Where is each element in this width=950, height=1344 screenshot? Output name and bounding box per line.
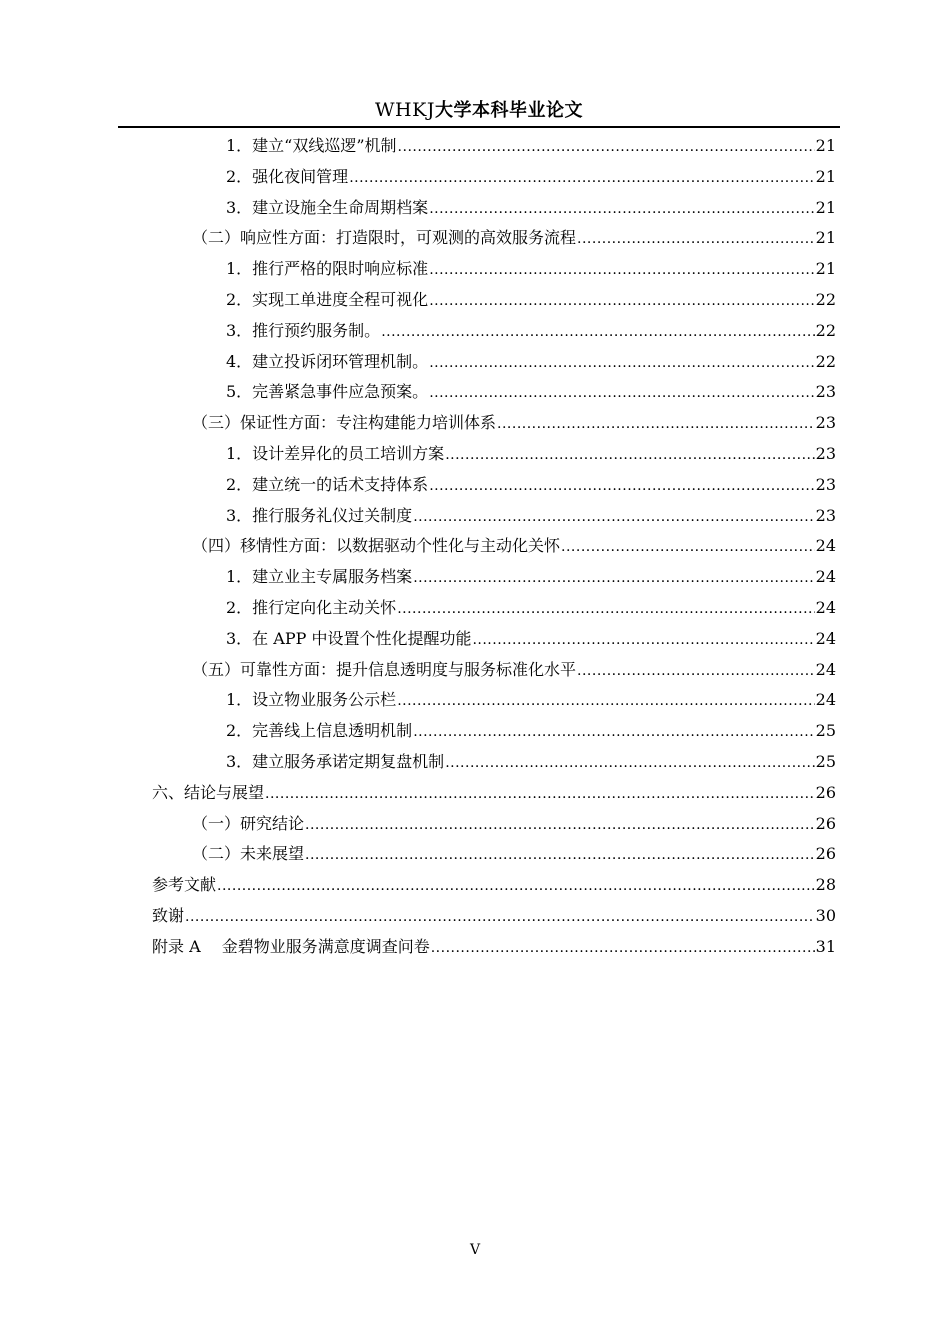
toc-entry-title: 3．在 APP 中设置个性化提醒功能: [226, 628, 472, 648]
toc-entry[interactable]: [152, 593, 836, 624]
toc-entry-page: 21: [815, 259, 836, 279]
toc-dot-leader: [349, 163, 814, 194]
toc-entry-page: 22: [815, 351, 836, 371]
toc-entry[interactable]: [152, 193, 836, 224]
toc-entry[interactable]: [152, 162, 836, 193]
toc-dot-leader: [217, 871, 815, 902]
toc-entry-title: 1．设立物业服务公示栏: [226, 690, 397, 710]
toc-entry[interactable]: [152, 778, 836, 809]
toc-entry[interactable]: [152, 870, 836, 901]
toc-dot-leader: [429, 471, 814, 502]
toc-entry[interactable]: [152, 347, 836, 378]
toc-entry-title: 2．强化夜间管理: [226, 166, 349, 186]
toc-entry[interactable]: [152, 285, 836, 316]
toc-entry-page: 21: [815, 166, 836, 186]
toc-entry-title: 附录 A 金碧物业服务满意度调查问卷: [152, 936, 430, 956]
toc-entry-page: 24: [815, 628, 836, 648]
toc-entry-title: 致谢: [152, 905, 185, 925]
toc-entry-page: 25: [815, 721, 836, 741]
toc-entry[interactable]: [152, 254, 836, 285]
toc-entry-page: 24: [815, 536, 836, 556]
toc-dot-leader: [445, 748, 814, 779]
toc-entry-title: 3．推行预约服务制。: [226, 320, 381, 340]
header-rule: [118, 126, 840, 128]
toc-dot-leader: [429, 194, 814, 225]
toc-entry[interactable]: [152, 223, 836, 254]
toc-entry[interactable]: [152, 932, 836, 963]
toc-dot-leader: [497, 409, 815, 440]
toc-dot-leader: [429, 348, 814, 379]
page-number: V: [469, 1242, 481, 1258]
toc-dot-leader: [429, 286, 814, 317]
toc-entry-title: 5．完善紧急事件应急预案。: [226, 382, 429, 402]
toc-entry[interactable]: [152, 901, 836, 932]
toc-entry-title: 3．建立设施全生命周期档案: [226, 197, 429, 217]
toc-entry[interactable]: [152, 131, 836, 162]
toc-entry[interactable]: [152, 316, 836, 347]
toc-entry-page: 25: [815, 751, 836, 771]
toc-entry-title: 六、结论与展望: [152, 782, 265, 802]
toc-entry-title: 4．建立投诉闭环管理机制。: [226, 351, 429, 371]
toc-entry-page: 26: [815, 782, 836, 802]
toc-entry-page: 23: [815, 505, 836, 525]
toc-entry[interactable]: [152, 655, 836, 686]
toc-dot-leader: [413, 502, 814, 533]
toc-entry[interactable]: [152, 809, 836, 840]
toc-entry-title: 2．建立统一的话术支持体系: [226, 474, 429, 494]
toc-dot-leader: [445, 440, 814, 471]
toc-entry[interactable]: [152, 716, 836, 747]
toc-entry-page: 30: [815, 905, 836, 925]
toc-entry-page: 26: [815, 813, 836, 833]
toc-entry-title: 参考文献: [152, 875, 217, 895]
toc-dot-leader: [381, 317, 814, 348]
toc-dot-leader: [561, 532, 815, 563]
toc-dot-leader: [397, 686, 814, 717]
toc-dot-leader: [185, 902, 815, 933]
toc-dot-leader: [577, 224, 815, 255]
toc-entry[interactable]: [152, 501, 836, 532]
toc-entry[interactable]: [152, 562, 836, 593]
toc-entry[interactable]: [152, 439, 836, 470]
toc-dot-leader: [413, 563, 814, 594]
toc-entry-page: 24: [815, 690, 836, 710]
toc-entry[interactable]: [152, 624, 836, 655]
header-title: 大学本科毕业论文: [434, 100, 583, 121]
toc-entry-page: 22: [815, 289, 836, 309]
toc-entry-title: 2．实现工单进度全程可视化: [226, 289, 429, 309]
toc-entry[interactable]: [152, 747, 836, 778]
toc-entry-page: 23: [815, 382, 836, 402]
toc-entry-page: 21: [815, 228, 836, 248]
toc-entry[interactable]: [152, 531, 836, 562]
toc-entry[interactable]: [152, 377, 836, 408]
toc-entry-title: （五）可靠性方面：提升信息透明度与服务标准化水平: [192, 659, 577, 679]
header-prefix: WHKJ: [375, 99, 435, 121]
toc-entry-title: 1．建立业主专属服务档案: [226, 567, 413, 587]
table-of-contents: [152, 131, 836, 963]
toc-entry-title: （四）移情性方面：以数据驱动个性化与主动化关怀: [192, 536, 561, 556]
toc-entry-page: 23: [815, 474, 836, 494]
toc-entry[interactable]: [152, 685, 836, 716]
toc-dot-leader: [265, 779, 815, 810]
toc-dot-leader: [472, 625, 814, 656]
toc-entry-page: 23: [815, 443, 836, 463]
toc-entry-title: 1．建立“双线巡逻”机制: [226, 136, 397, 155]
page-header: [118, 96, 840, 124]
toc-dot-leader: [398, 132, 815, 163]
toc-entry-title: （一）研究结论: [192, 813, 305, 833]
toc-dot-leader: [431, 933, 815, 964]
toc-dot-leader: [577, 656, 815, 687]
toc-entry-page: 23: [815, 413, 836, 433]
toc-dot-leader: [429, 378, 814, 409]
toc-entry[interactable]: [152, 470, 836, 501]
toc-entry-page: 31: [815, 936, 836, 956]
toc-entry-title: 2．完善线上信息透明机制: [226, 721, 413, 741]
toc-entry-page: 21: [815, 136, 836, 155]
toc-entry[interactable]: [152, 839, 836, 870]
toc-entry-page: 28: [815, 875, 836, 895]
toc-entry[interactable]: [152, 408, 836, 439]
toc-dot-leader: [397, 594, 814, 625]
toc-entry-title: （二）响应性方面：打造限时，可观测的高效服务流程: [192, 228, 577, 248]
toc-entry-page: 26: [815, 844, 836, 864]
toc-dot-leader: [413, 717, 814, 748]
toc-entry-title: （二）未来展望: [192, 844, 305, 864]
toc-dot-leader: [305, 840, 815, 871]
toc-entry-page: 24: [815, 659, 836, 679]
toc-entry-title: 1．推行严格的限时响应标准: [226, 259, 429, 279]
toc-dot-leader: [305, 810, 815, 841]
toc-entry-page: 22: [815, 320, 836, 340]
toc-entry-page: 24: [815, 597, 836, 617]
toc-entry-title: 1．设计差异化的员工培训方案: [226, 443, 445, 463]
toc-dot-leader: [429, 255, 814, 286]
toc-entry-title: 3．建立服务承诺定期复盘机制: [226, 751, 445, 771]
toc-entry-title: 2．推行定向化主动关怀: [226, 597, 397, 617]
toc-entry-page: 21: [815, 197, 836, 217]
toc-entry-page: 24: [815, 567, 836, 587]
toc-entry-title: 3．推行服务礼仪过关制度: [226, 505, 413, 525]
toc-entry-title: （三）保证性方面：专注构建能力培训体系: [192, 413, 497, 433]
